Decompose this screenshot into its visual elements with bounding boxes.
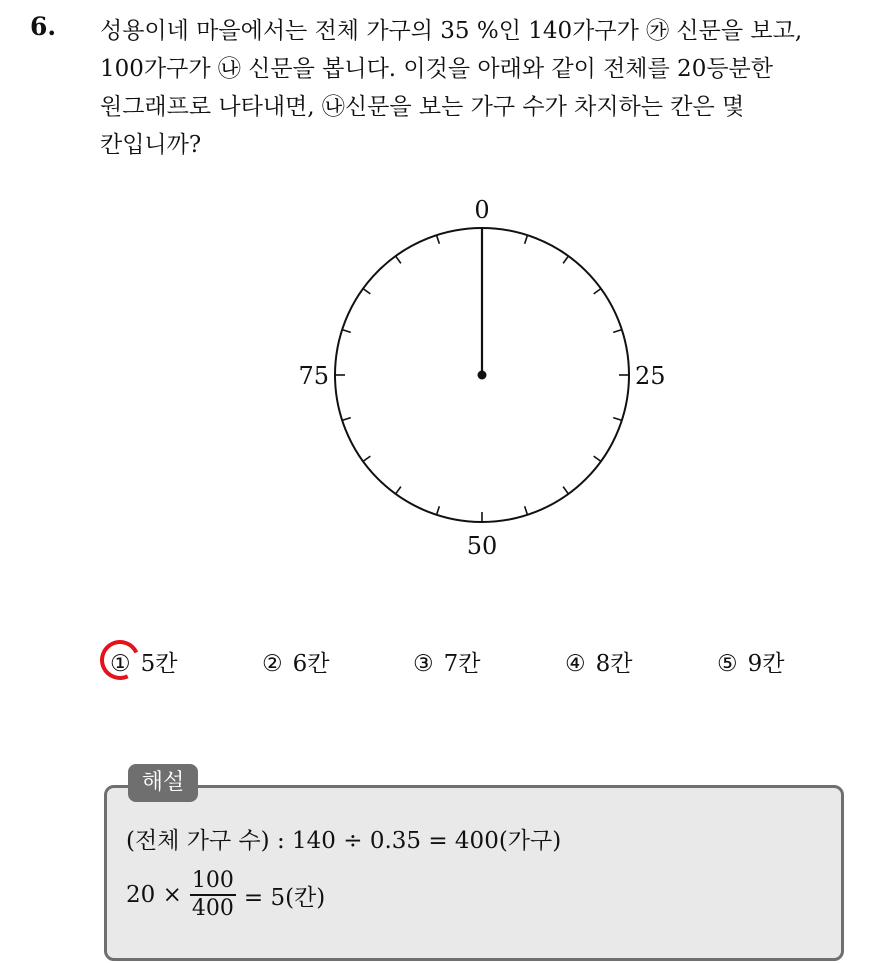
- choice-4[interactable]: [565, 645, 632, 678]
- question-number: 6.: [30, 12, 57, 41]
- choice-3[interactable]: [413, 645, 480, 678]
- fraction-numerator: 100: [190, 868, 236, 896]
- question-line-2: 100가구가 ㉯ 신문을 봅니다. 이것을 아래와 같이 전체를 20등분한: [100, 56, 773, 82]
- choice-2-marker: ②: [262, 651, 283, 677]
- tick-mark: [563, 256, 568, 263]
- tick-label: 75: [298, 362, 329, 390]
- tick-mark: [525, 235, 528, 244]
- choice-5-text: 9칸: [747, 651, 785, 677]
- tick-mark: [363, 456, 370, 461]
- solution-line-2-prefix: 20 ×: [126, 882, 182, 908]
- solution-line-2: [126, 865, 325, 925]
- solution-fraction: [190, 868, 236, 922]
- choice-4-text: 8칸: [595, 651, 633, 677]
- choice-1-marker: ①: [110, 651, 131, 677]
- choice-5-marker: ⑤: [717, 651, 738, 677]
- tick-label: 50: [466, 532, 498, 560]
- tick-mark: [594, 456, 601, 461]
- tick-label: 25: [635, 362, 666, 390]
- question-line-4: 칸입니까?: [100, 132, 202, 158]
- tick-mark: [342, 418, 351, 421]
- tick-mark: [613, 418, 622, 421]
- choice-5[interactable]: [717, 645, 784, 678]
- tick-mark: [563, 487, 568, 494]
- question-line-1: 성용이네 마을에서는 전체 가구의 35 %인 140가구가 ㉮ 신문을 보고,: [100, 18, 803, 44]
- question-text: [100, 12, 860, 164]
- tick-mark: [525, 506, 528, 515]
- solution-line-2-suffix: = 5(칸): [243, 884, 326, 911]
- choice-2[interactable]: [262, 645, 329, 678]
- choice-4-marker: ④: [565, 651, 586, 677]
- question-line-3: 원그래프로 나타내면, ㉯신문을 보는 가구 수가 차지하는 칸은 몇: [100, 94, 745, 120]
- tick-mark: [594, 289, 601, 294]
- choice-3-marker: ③: [413, 651, 434, 677]
- tick-label: 0: [474, 196, 490, 224]
- choice-1-text: 5칸: [140, 651, 178, 677]
- solution-line-1: (전체 가구 수) : 140 ÷ 0.35 = 400(가구): [126, 828, 562, 854]
- tick-mark: [396, 256, 401, 263]
- choice-2-text: 6칸: [292, 651, 330, 677]
- tick-mark: [613, 330, 622, 333]
- fraction-denominator: 400: [191, 896, 234, 921]
- center-dot: [478, 371, 487, 380]
- tick-mark: [363, 289, 370, 294]
- tick-mark: [437, 506, 440, 515]
- tick-mark: [437, 235, 440, 244]
- tick-mark: [396, 487, 401, 494]
- choice-3-text: 7칸: [443, 651, 481, 677]
- solution-tag: 해설: [128, 764, 198, 802]
- graph-circle: [335, 228, 629, 522]
- tick-mark: [342, 330, 351, 333]
